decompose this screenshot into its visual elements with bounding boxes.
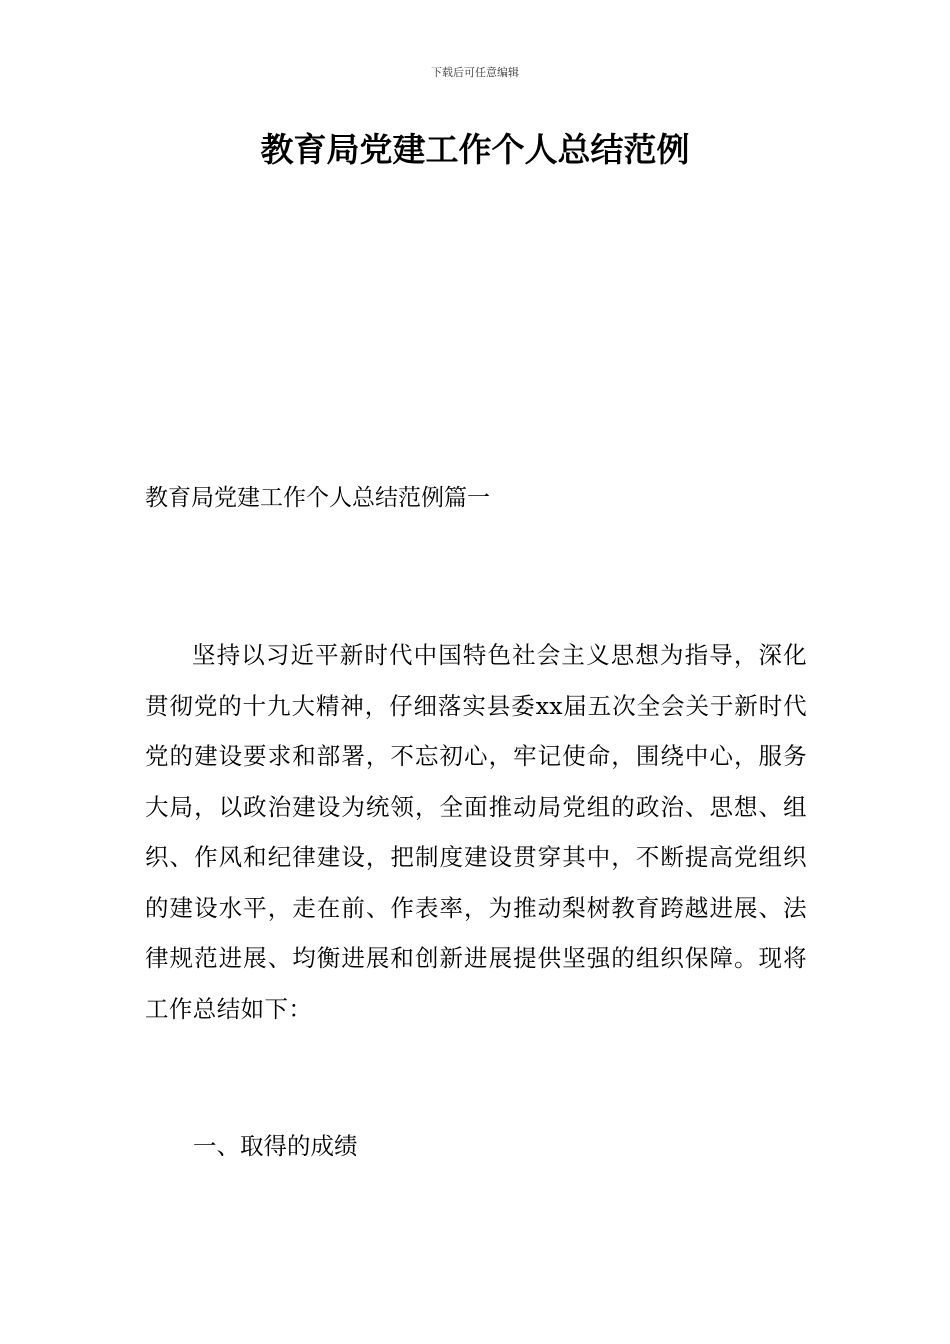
- body-paragraph: 坚持以习近平新时代中国特色社会主义思想为指导，深化贯彻党的十九大精神，仔细落实县委xx届五次全会关于新时代党的建设要求和部署，不忘初心，牢记使命，围绕中心，服务大局，以政治建设为统领，全面推动局党组的政治、思想、组织、作风和纪律建设，把制度建设贯穿其中，不断提高党组织的建设水平，走在前、作表率，为推动梨树教育跨越进展、法律规范进展、均衡进展和创新进展提供坚强的组织保障。现将工作总结如下：: [145, 641, 807, 1023]
- subheading-achievements: 一、取得的成绩: [193, 1132, 358, 1160]
- header-note: 下载后可任意编辑: [431, 66, 519, 79]
- section-title: 教育局党建工作个人总结范例篇一: [145, 485, 490, 511]
- document-title: 教育局党建工作个人总结范例: [260, 130, 690, 169]
